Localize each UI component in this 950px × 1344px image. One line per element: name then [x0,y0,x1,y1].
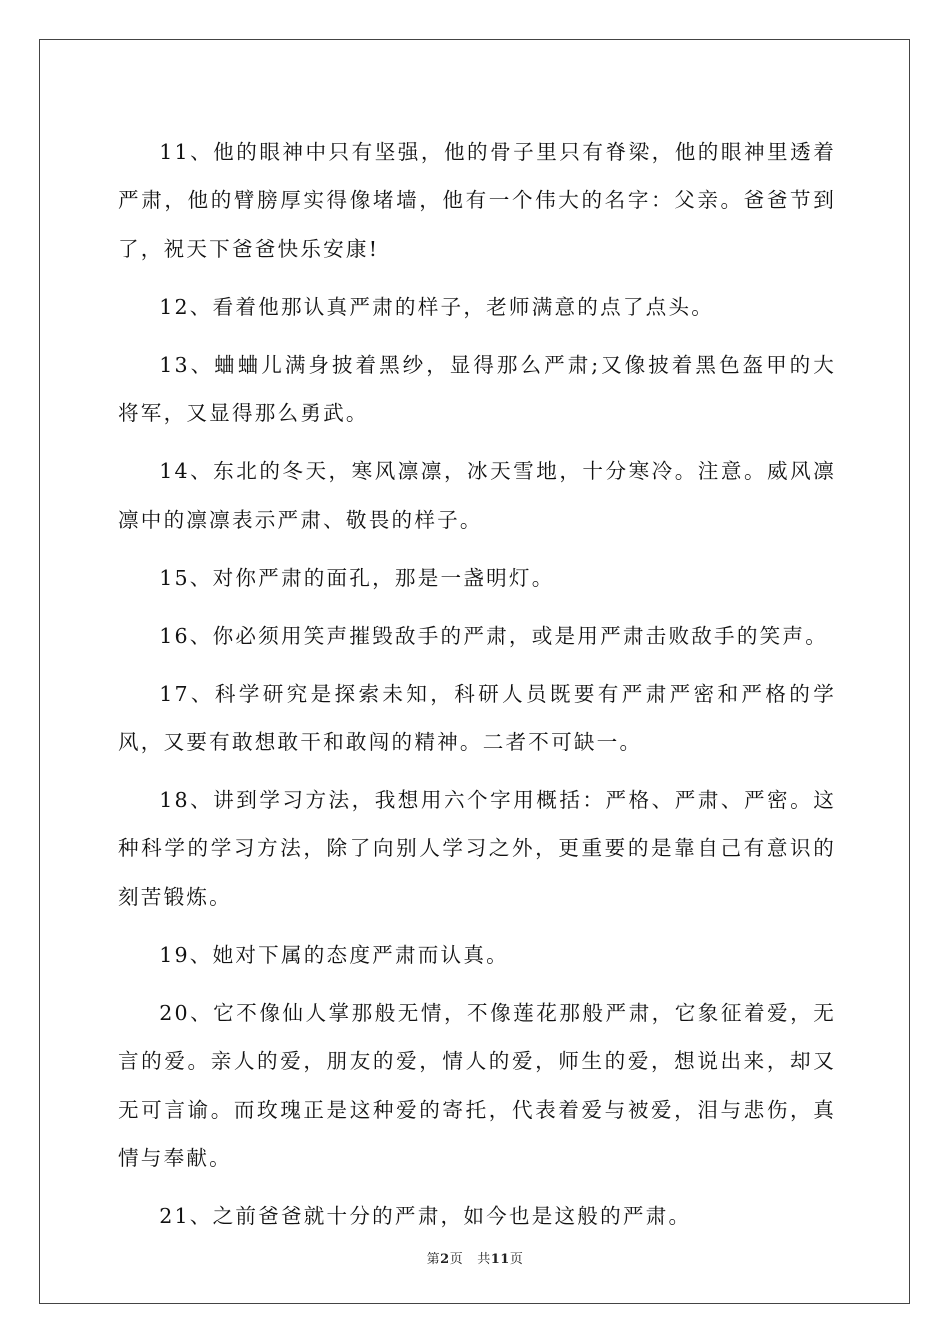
total-suffix: 页 [509,1252,524,1267]
paragraph-11: 11、他的眼神中只有坚强，他的骨子里只有脊梁，他的眼神里透着严肃，他的臂膀厚实得像堵墙，他有一个伟大的名字：父亲。爸爸节到了，祝天下爸爸快乐安康! [118,140,836,261]
paragraph-21: 21、之前爸爸就十分的严肃，如今也是这般的严肃。 [159,1204,692,1229]
paragraph-13: 13、蛐蛐儿满身披着黑纱，显得那么严肃;又像披着黑色盔甲的大将军，又显得那么勇武。 [118,352,836,426]
document-body [118,128,836,1250]
page-footer [0,1248,950,1267]
total-pages: 11 [490,1252,510,1267]
paragraph-14: 14、东北的冬天，寒风凛凛，冰天雪地，十分寒冷。注意。威风凛凛中的凛凛表示严肃、敬畏的样子。 [118,459,836,532]
paragraph-20: 20、它不像仙人掌那般无情，不像莲花那般严肃，它象征着爱，无言的爱。亲人的爱，朋友的爱，情人的爱，师生的爱，想说出来，却又无可言谕。而玫瑰正是这种爱的寄托，代表着爱与被爱，泪与悲伤，真情与奉献。 [118,1000,836,1171]
total-prefix: 共 [477,1252,491,1267]
paragraph-15: 15、对你严肃的面孔，那是一盏明灯。 [159,565,555,590]
paragraph-17: 17、科学研究是探索未知，科研人员既要有严肃严密和严格的学风，又要有敢想敢干和敢闯的精神。二者不可缺一。 [118,681,836,755]
paragraph-19: 19、她对下属的态度严肃而认真。 [159,942,509,967]
paragraph-18: 18、讲到学习方法，我想用六个字用概括：严格、严肃、严密。这种科学的学习方法，除了向别人学习之外，更重要的是靠自己有意识的刻苦锻炼。 [118,788,836,909]
page-suffix: 页 [449,1252,464,1267]
page-prefix: 第 [426,1252,441,1267]
paragraph-12: 12、看着他那认真严肃的样子，老师满意的点了点头。 [159,294,715,319]
paragraph-16: 16、你必须用笑声摧毁敌手的严肃，或是用严肃击败敌手的笑声。 [159,623,829,648]
page-number: 2 [440,1252,450,1267]
